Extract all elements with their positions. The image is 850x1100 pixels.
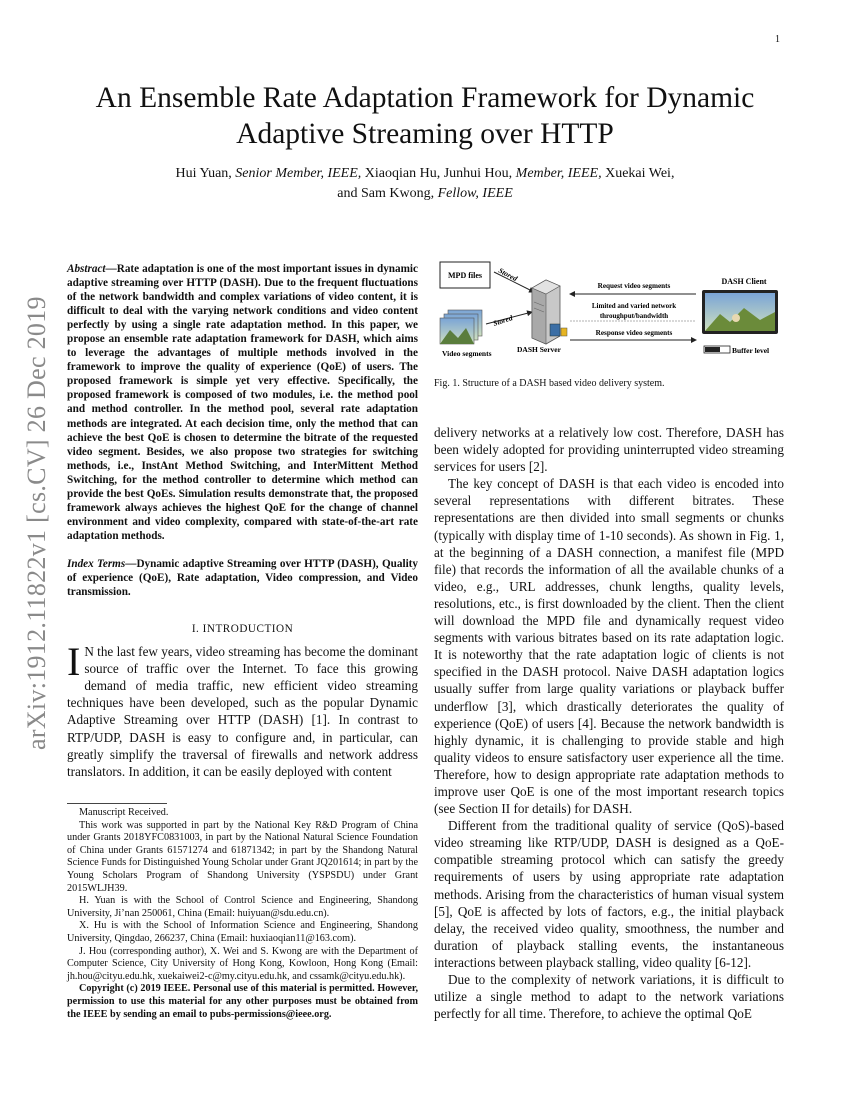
right-paragraph-0: delivery networks at a relatively low cost. Therefore, DASH has been widely adopted for providing uninterrupted video streaming services for users [2]. <box>434 425 784 475</box>
video-segments-label: Video segments <box>442 349 492 358</box>
footnotes <box>67 803 418 1021</box>
abstract-lead: Abstract <box>67 263 106 275</box>
footnote-rule <box>67 803 167 804</box>
footnote-hu: X. Hu is with the School of Information Science and Engineering, Shandong University, Qingdao, 266237, China (Email: huxiaoqian11@163.com). <box>67 920 418 944</box>
author-4: Xuekai Wei, <box>605 166 675 181</box>
response-label: Response video segments <box>595 329 673 337</box>
request-label: Request video segments <box>597 282 671 290</box>
author-5-role: Fellow, IEEE <box>437 186 513 201</box>
dash-diagram <box>434 258 784 368</box>
mpd-files-label: MPD files <box>448 271 482 280</box>
drop-cap: I <box>67 639 81 685</box>
author-1: Hui Yuan, <box>175 166 232 181</box>
arxiv-stamp: arXiv:1912.11822v1 [cs.CV] 26 Dec 2019 <box>22 296 51 750</box>
footnote-hou: J. Hou (corresponding author), X. Wei and S. Kwong are with the Department of Computer Science, City University of Hong Kong, Kowloon, Hong Kong (Email: jh.hou@cityu.edu.hk, xuekaiwei2-c@my.cityu.edu.hk, and cssamk@cityu.edu.hk). <box>67 945 418 982</box>
author-2-3: Xiaoqian Hu, Junhui Hou, <box>364 166 513 181</box>
index-terms-text: —Dynamic adaptive Streaming over HTTP (DASH), Quality of experience (QoE), Rate adaptation, Video compression, and Video transmission. <box>67 557 418 599</box>
page-number: 1 <box>775 34 780 45</box>
dash-server-label: DASH Server <box>517 345 561 354</box>
footnote-yuan: H. Yuan is with the School of Control Science and Engineering, Shandong University, Ji’nan 250061, China (Email: huiyuan@sdu.edu.cn). <box>67 895 418 919</box>
figure-1 <box>434 258 784 368</box>
dash-client-label: DASH Client <box>721 277 767 286</box>
limited-label-1: Limited and varied network <box>591 302 677 310</box>
right-paragraph-2: Different from the traditional quality of service (QoS)-based video streaming like RTP/UDP, DASH is designed as a QoE-compatible streaming protocol which can satisfy the greedy requirements of users by using appropriate rate adaptation methods. Arising from the characteristics of human visual system [5], QoE is affected by lots of factors, e.g., the initial playback delay, the received video quality, smoothness, the number and duration of playback stalling events, the instantaneous interactions between playback stalling, video quality [6-12]. <box>434 818 784 970</box>
intro-paragraph <box>67 639 418 780</box>
index-terms-lead: Index Terms <box>67 557 126 570</box>
footnote-copyright: Copyright (c) 2019 IEEE. Personal use of this material is permitted. However, permission to use this material for any other purposes must be obtained from the IEEE by sending an email to pubs-permissions@ieee.org. <box>67 983 418 1020</box>
abstract-text: —Rate adaptation is one of the most important issues in dynamic adaptive streaming over HTTP (DASH). Due to the frequent fluctuations of the network bandwidth and complex variations of video content, it is difficult to deal with the varying network conditions and video content perfectly by using a single rate adaptation method. In this paper, we propose an ensemble rate adaptation framework for DASH, which aims to leverage the advantages of multiple methods involved in the framework to improve the quality of experience (QoE) of users. The proposed framework is simple yet very effective. Specifically, the proposed framework is composed of two modules, i.e. the method pool and method controller. In the method pool, several rate adaptation methods are integrated. At each decision time, only the method that can achieve the best QoE is chosen to determine the bitrate of the requested video segment. Besides, we also propose two strategies for switching methods, i.e., InstAnt Method Switching, and InterMittent Method Switching, for the method controller to determine which method can provide the best QoEs. Simulation results demonstrate that, the proposed framework always achieves the highest QoE for the change of channel environment and video complexity, compared with state-of-the-art rate adaptation methods. <box>67 263 418 542</box>
stored-label-top: Stored <box>497 265 519 284</box>
abstract <box>67 262 418 543</box>
footnote-manuscript: Manuscript Received. <box>79 807 169 818</box>
paper-title: An Ensemble Rate Adaptation Framework for Dynamic Adaptive Streaming over HTTP <box>95 82 755 150</box>
buffer-level-label: Buffer level <box>732 346 770 355</box>
index-terms <box>67 557 418 599</box>
figure-caption: Fig. 1. Structure of a DASH based video delivery system. <box>434 378 665 389</box>
footnote-funding: This work was supported in part by the National Key R&D Program of China under Grants 2018YFC0831003, in part by the National Natural Science Foundation of China under Grants 61571274 and 61871342; in part by the Shandong Natural Science Funds for Distinguished Young Scholar under Grant JQ201614; in part by the Young Scholars Program of Shandong University (YSPSDU) under Grant 2015WLJH39. <box>67 819 418 894</box>
limited-label-2: throughput/bandwidth <box>599 312 669 320</box>
right-paragraph-1: The key concept of DASH is that each video is encoded into several representations with different bitrates. These representations are then divided into small segments or chunks (typically with display time of 1-10 seconds). As shown in Fig. 1, at the beginning of a DASH connection, a manifest file (MPD file) that records the information of all the available chunks of a video, e.g., URL addresses, chunk lengths, quality levels, resolutions, etc., is first downloaded by the client. Then the client will download the MPD file and dynamically request video segments with various bitrates based on its rate adaptation logic. It is noteworthy that the rate adaptation logic of clients is not specified in the DASH protocol. Naive DASH adaptation logics usually suffer from large quality variations or playback buffer underflow [3], which drastically deteriorates the quality of experience (QoE) of users [4]. Because the network bandwidth is highly dynamic, it is challenging to provide stable and high quality videos to ensure satisfactory user experience all the time. Therefore, how to design appropriate rate adaptation methods to improve user QoE is one of the most important research topics (see Section II for details) for DASH. <box>434 476 784 817</box>
buffer-level-bar <box>704 346 730 353</box>
video-segments-stack <box>440 310 482 344</box>
intro-text: N the last few years, video streaming has become the dominant source of traffic over the Internet. To face this growing demand of media traffic, new efficient video streaming techniques have been developed, such as the popular Dynamic Adaptive Streaming over HTTP (DASH) [1]. In contrast to RTP/UDP, DASH is easy to configure and, in particular, can greatly simplify the traversal of firewalls and network address translators. In addition, it can be easily deployed with content <box>67 644 418 779</box>
right-paragraph-3: Due to the complexity of network variations, it is difficult to utilize a single method to adapt to the network variations perfectly for all time. Therefore, to achieve the optimal QoE <box>434 972 784 1022</box>
author-3-role: Member, IEEE, <box>515 166 602 181</box>
author-5: and Sam Kwong, <box>337 186 435 201</box>
right-column <box>434 424 784 1022</box>
section-heading-introduction: I. INTRODUCTION <box>191 623 294 636</box>
author-list <box>100 164 750 204</box>
author-1-role: Senior Member, IEEE, <box>235 166 362 181</box>
left-column <box>67 262 418 780</box>
client-screen-icon <box>702 290 778 334</box>
stored-label-bottom: Stored <box>491 313 514 328</box>
server-icon <box>532 280 567 344</box>
